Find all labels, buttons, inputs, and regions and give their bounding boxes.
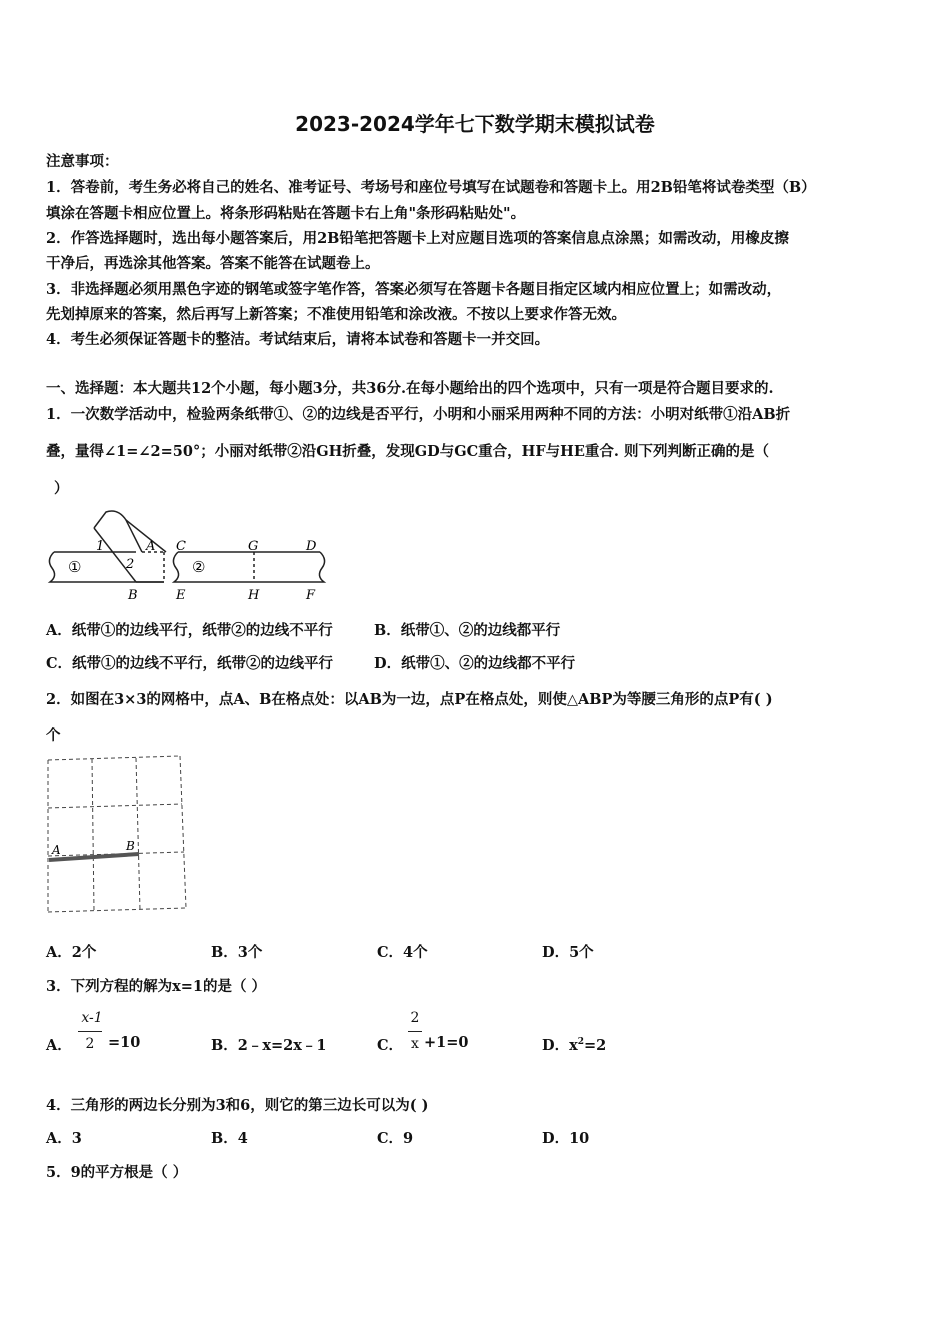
q1-stem: ） (54, 480, 69, 497)
band-1-label: ① (68, 558, 82, 576)
grid-label-a: A (52, 843, 61, 857)
q5-stem: 5．9的平方根是（ ） (46, 1164, 188, 1181)
q4-option-a[interactable]: A．3 (46, 1130, 82, 1147)
q3-a-rest: =10 (108, 1034, 141, 1051)
q4-option-d[interactable]: D．10 (542, 1130, 590, 1147)
q1-option-a[interactable]: A．纸带①的边线平行，纸带②的边线不平行 (46, 622, 333, 639)
q1-stem: 叠，量得∠1=∠2=50°；小丽对纸带②沿GH折叠，发现GD与GC重合，HF与HE重合. 则下列判断正确的是（ (46, 443, 770, 460)
q3-d-superscript: 2 (577, 1037, 584, 1048)
notice-line: 3．非选择题必须用黑色字迹的钢笔或签字笔作答，答案必须写在答题卡各题目指定区域内相应位置上；如需改动， (46, 281, 782, 298)
q1-option-b[interactable]: B．纸带①、②的边线都平行 (374, 622, 561, 639)
q4-option-c[interactable]: C．9 (377, 1130, 414, 1147)
label-f: F (306, 588, 316, 602)
q3-option-b[interactable]: B．2﹣x=2x﹣1 (211, 1037, 327, 1054)
q2-grid-figure (40, 750, 190, 920)
label-1: 1 (96, 539, 105, 554)
notice-line: 4．考生必须保证答题卡的整洁。考试结束后，请将本试卷和答题卡一并交回。 (46, 331, 550, 348)
notice-line: 先划掉原来的答案，然后再写上新答案；不准使用铅笔和涂改液。不按以上要求作答无效。 (46, 306, 626, 323)
label-e: E (176, 588, 186, 602)
notice-line: 2．作答选择题时，选出每小题答案后，用2B铅笔把答题卡上对应题目选项的答案信息点涂黑；如需改动，用橡皮擦 (46, 230, 789, 247)
q1-figure (44, 506, 334, 602)
q3-d-prefix: D．x (542, 1037, 578, 1054)
q3-c-fraction-bar (408, 1031, 422, 1032)
label-a: A (146, 539, 156, 554)
q3-c-denominator: x (411, 1036, 419, 1052)
q1-option-c[interactable]: C．纸带①的边线不平行，纸带②的边线平行 (46, 655, 334, 672)
q3-option-a-prefix: A． (46, 1037, 72, 1054)
notice-heading: 注意事项： (46, 153, 119, 170)
q3-c-rest: +1=0 (424, 1034, 469, 1051)
label-b: B (128, 588, 138, 602)
notice-line: 干净后，再选涂其他答案。答案不能答在试题卷上。 (46, 255, 380, 272)
q1-option-d[interactable]: D．纸带①、②的边线都不平行 (374, 655, 576, 672)
q2-option-d[interactable]: D．5个 (542, 944, 594, 961)
band-2-label: ② (192, 558, 206, 576)
label-2: 2 (126, 557, 135, 572)
q2-option-c[interactable]: C．4个 (377, 944, 428, 961)
label-c: C (176, 539, 186, 554)
q3-d-rest: =2 (584, 1037, 607, 1054)
q2-option-a[interactable]: A．2个 (46, 944, 97, 961)
q3-option-c-prefix: C． (377, 1037, 404, 1054)
q3-a-numerator: x-1 (81, 1010, 103, 1026)
page-title: 2023-2024学年七下数学期末模拟试卷 (295, 112, 655, 136)
q4-stem: 4．三角形的两边长分别为3和6，则它的第三边长可以为( ) (46, 1097, 429, 1114)
q3-c-numerator: 2 (410, 1010, 420, 1026)
q4-option-b[interactable]: B．4 (211, 1130, 248, 1147)
notice-line: 填涂在答题卡相应位置上。将条形码粘贴在答题卡右上角"条形码粘贴处"。 (46, 205, 526, 222)
q2-stem: 2．如图在3×3的网格中，点A、B在格点处：以AB为一边，点P在格点处，则使△ABP为等腰三角形的点P有( ) (46, 691, 773, 708)
notice-line: 1．答卷前，考生务必将自己的姓名、准考证号、考场号和座位号填写在试题卷和答题卡上。用2B铅笔将试卷类型（B） (46, 179, 816, 196)
section-heading: 一、选择题：本大题共12个小题，每小题3分，共36分.在每小题给出的四个选项中，只有一项是符合题目要求的. (46, 380, 774, 397)
q3-option-c[interactable] (377, 1034, 403, 1055)
q3-stem: 3．下列方程的解为x=1的是（ ） (46, 978, 267, 995)
grid-label-b: B (126, 839, 135, 853)
label-h: H (248, 588, 260, 602)
q1-stem: 1．一次数学活动中，检验两条纸带①、②的边线是否平行，小明和小丽采用两种不同的方法：小明对纸带①沿AB折 (46, 406, 791, 423)
q2-stem: 个 (46, 727, 61, 744)
label-d: D (306, 539, 317, 554)
segment-ab (49, 854, 139, 860)
q3-a-fraction-bar (78, 1031, 102, 1032)
q2-option-b[interactable]: B．3个 (211, 944, 263, 961)
label-g: G (248, 539, 259, 554)
q3-option-d[interactable] (542, 1034, 606, 1055)
q3-a-denominator: 2 (85, 1036, 95, 1052)
q3-option-a[interactable] (46, 1034, 72, 1055)
